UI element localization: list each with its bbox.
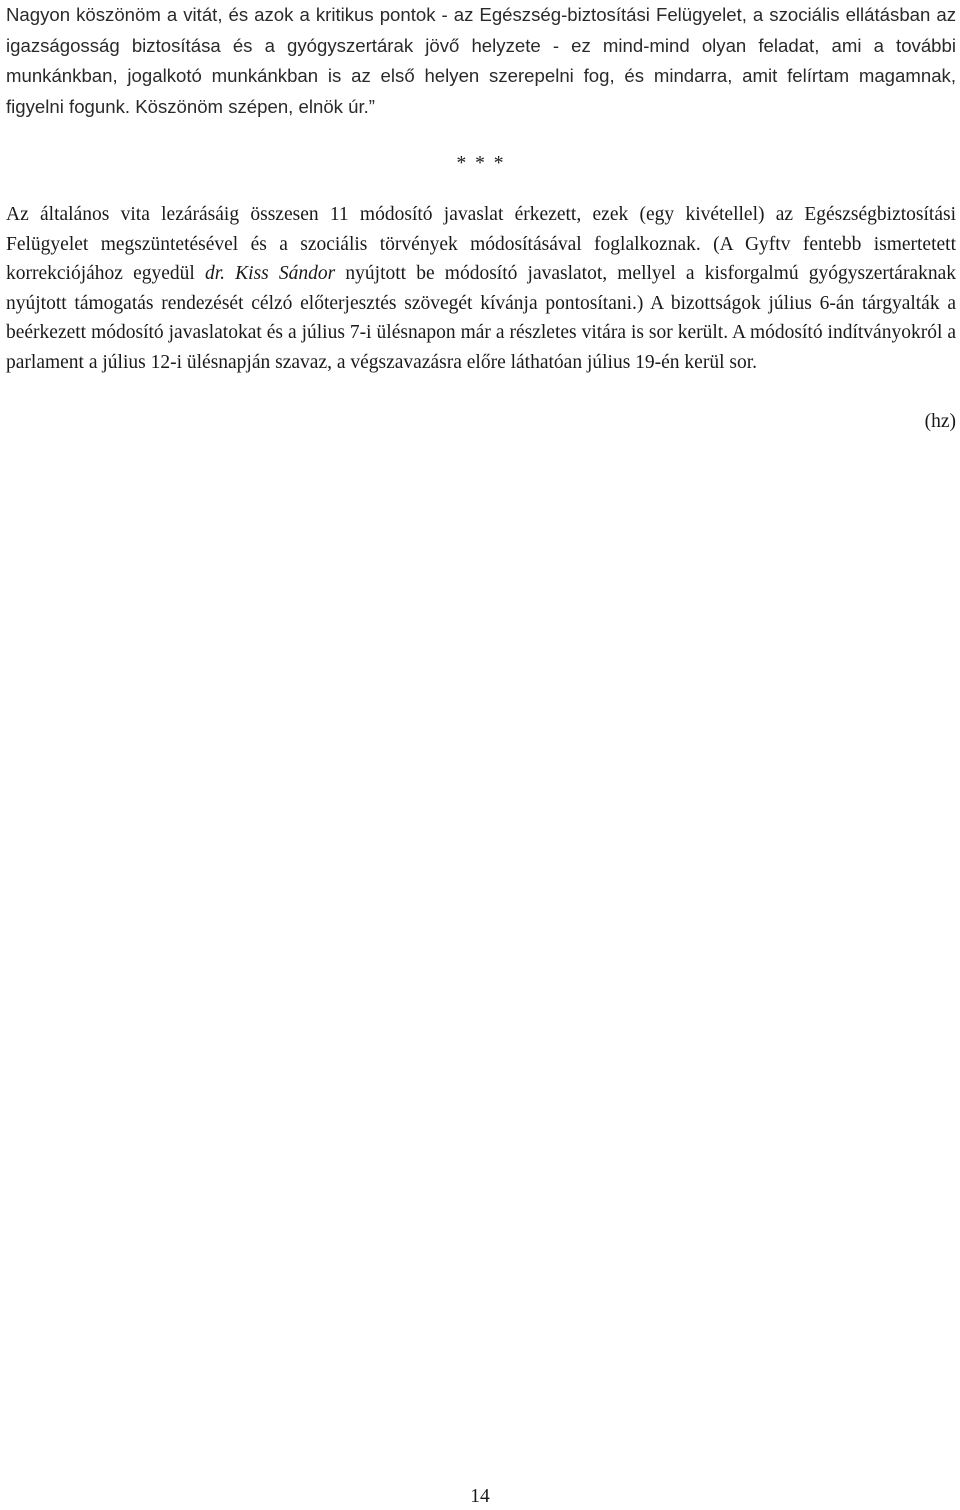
summary-paragraph <box>6 200 956 378</box>
summary-italic-name: dr. Kiss Sándor <box>204 263 336 285</box>
author-initials: (hz) <box>924 410 956 432</box>
page-number: 14 <box>470 1486 490 1507</box>
section-separator: * * * <box>456 153 506 175</box>
document-page <box>6 0 956 436</box>
summary-text-part1: Az általános vita lezárásáig összesen 11 módosító javaslat érkezett, ezek (egy kivétellel) az Egészségbiztosítási Felügyelet megszüntetésével és a szociális törvények módosításával foglalkoznak. (A Gyftv fentebb ismertetett korrekciójához egyedül <box>6 203 956 285</box>
speech-text: Nagyon köszönöm a vitát, és azok a kritikus pontok - az Egészség-biztosítási Felügyelet, a szociális ellátásban az igazságosság biztosítása és a gyógyszertárak jövő helyzete - ez mind-mind olyan feladat, ami a további munkánkban, jogalkotó munkánkban is az első helyen szerepelni fog, és mindarra, amit felírtam magamnak, figyelni fogunk. Köszönöm szépen, elnök úr.” <box>6 4 956 117</box>
summary-text-part2: nyújtott be módosító javaslatot, mellyel a kisforgalmú gyógyszertáraknak nyújtott támogatás rendezését célzó előterjesztés szövegét kívánja pontosítani.) A bizottságok július 6-án tárgyalták a beérkezett módosító javaslatokat és a július 7-i ülésnapon már a részletes vitára is sor került. A módosító indítványokról a parlament a július 12-i ülésnapján szavaz, a végszavazásra előre láthatóan július 19-én kerül sor. <box>6 263 956 373</box>
speech-paragraph <box>6 0 956 122</box>
